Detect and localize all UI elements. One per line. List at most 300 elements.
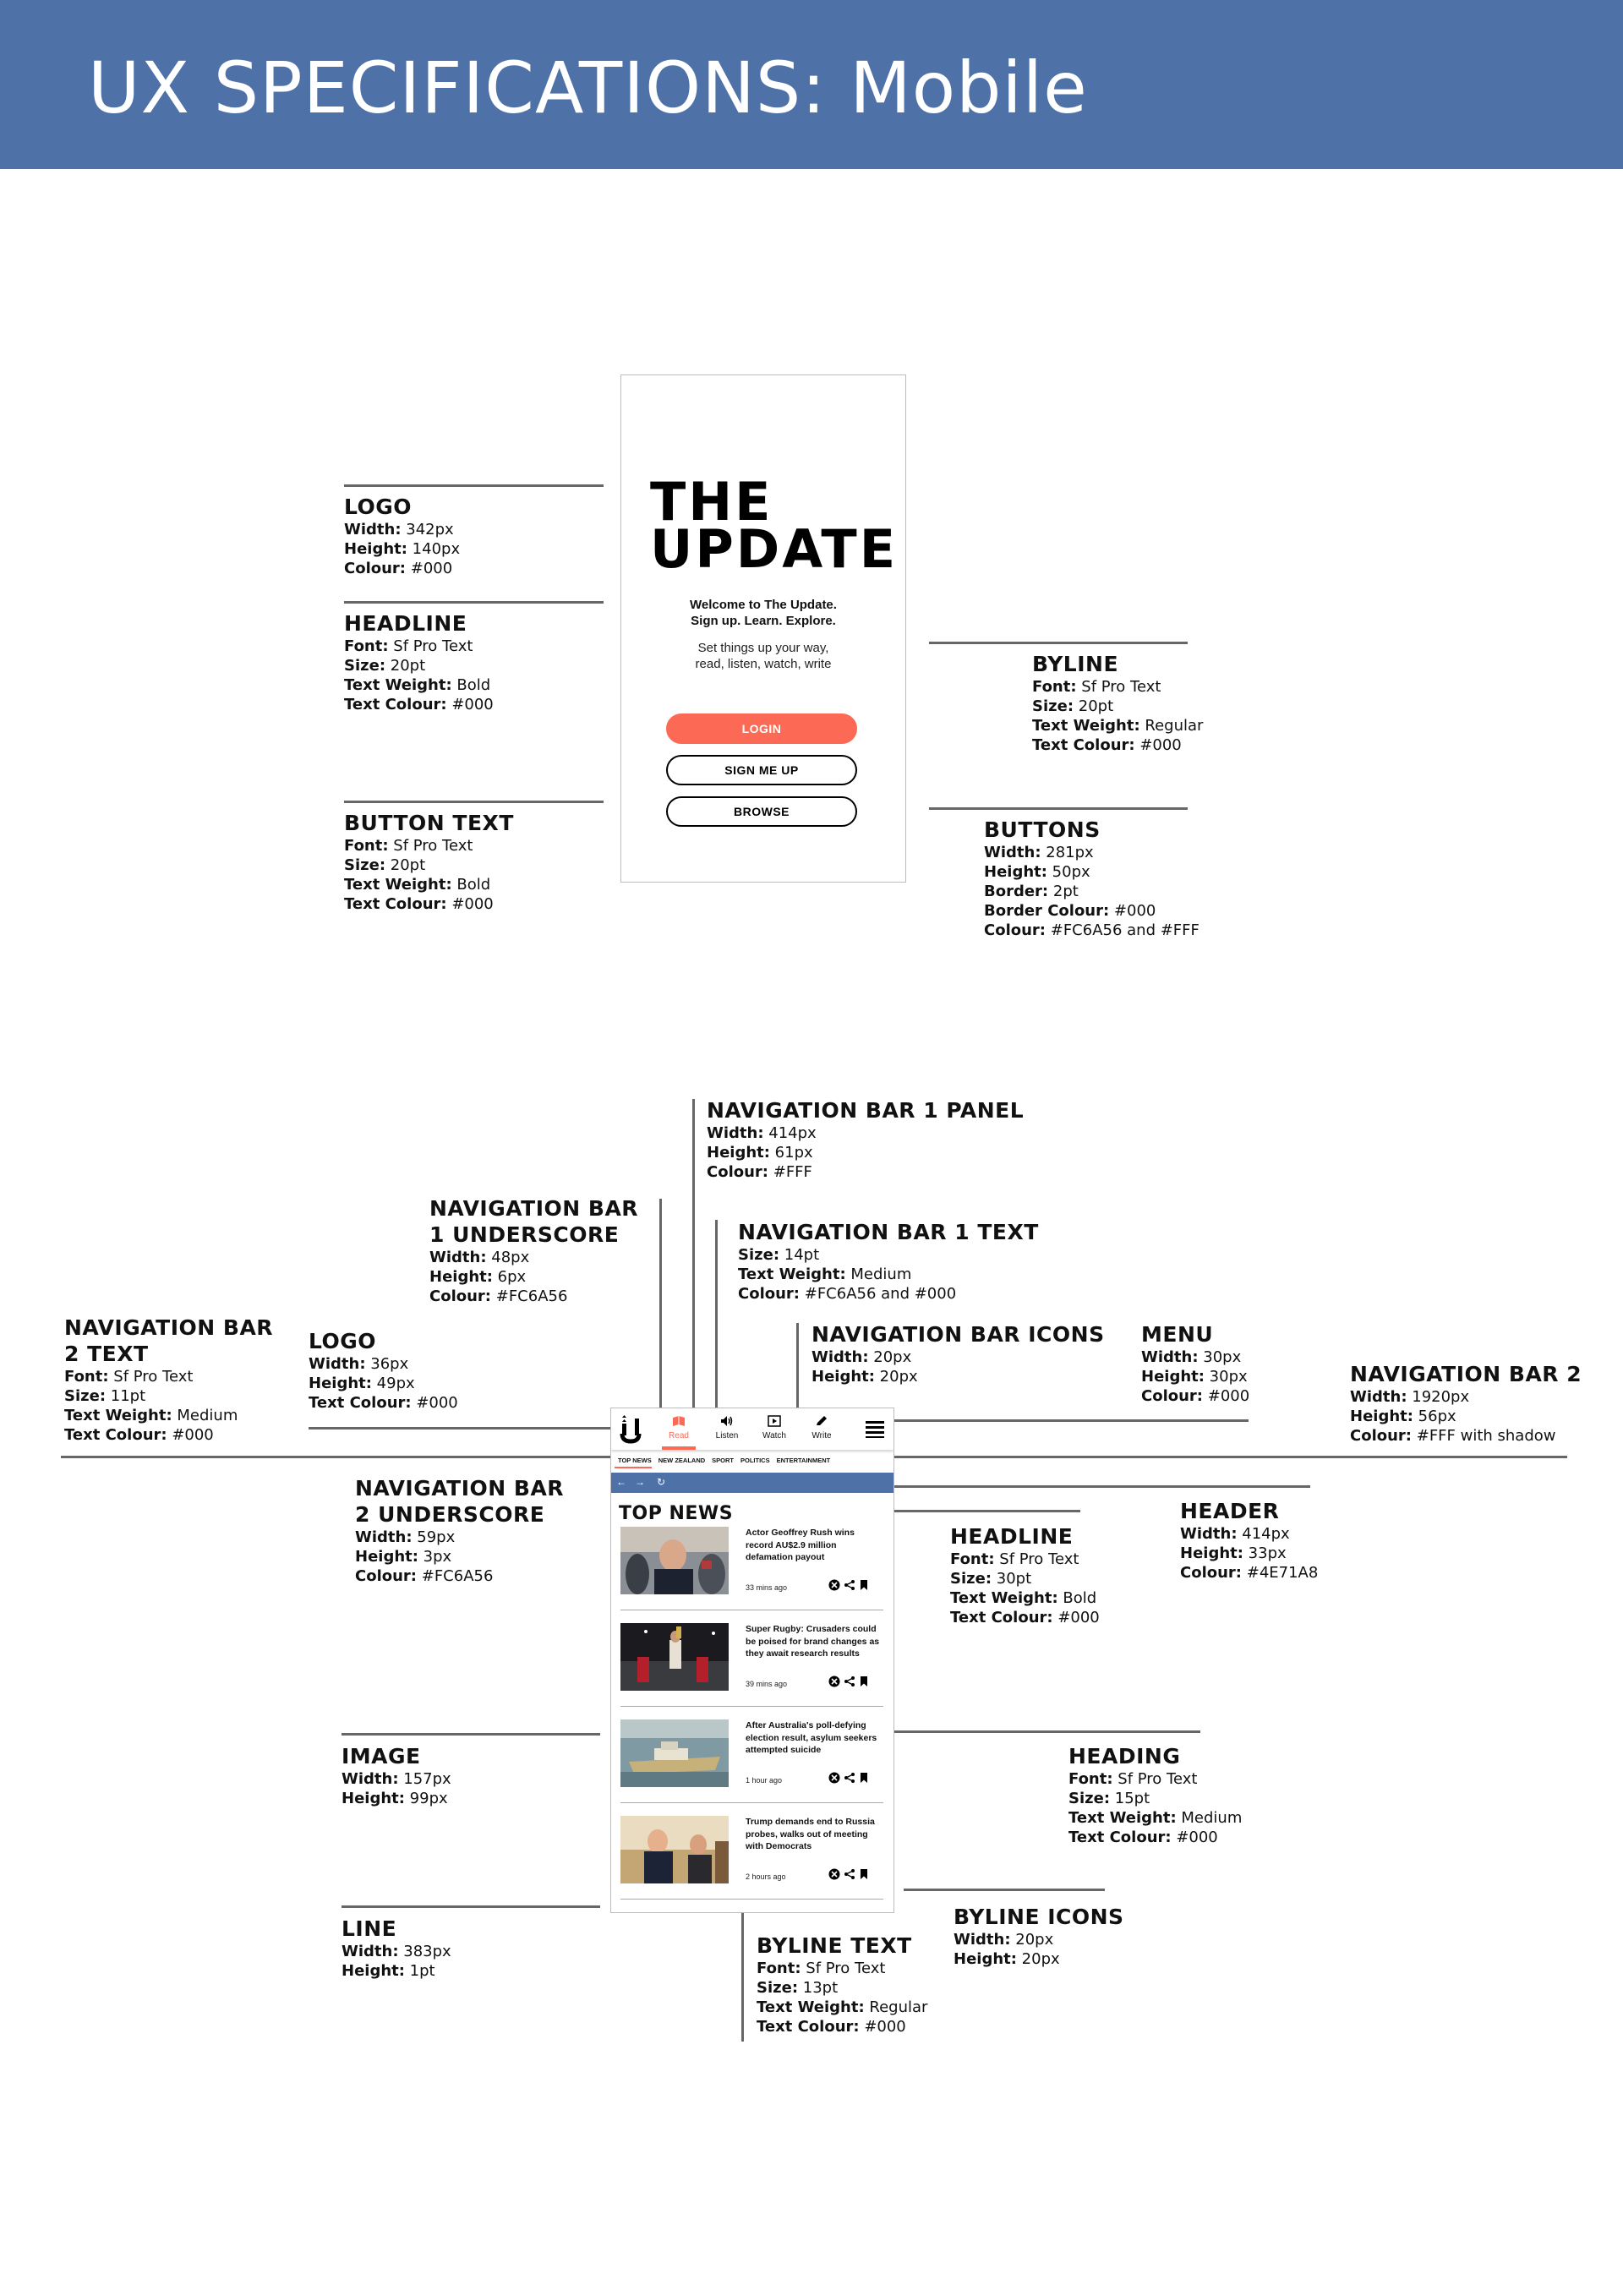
- annotation-row-value: 50px: [1046, 863, 1090, 881]
- leader-line: [344, 484, 604, 487]
- annotation-row-label: Width:: [812, 1348, 869, 1366]
- annotation-row: [1068, 1769, 1242, 1789]
- welcome-byline: [621, 640, 905, 672]
- annotation-row-label: Size:: [1032, 697, 1074, 715]
- annotation-row: [309, 1393, 458, 1413]
- annotation-row: [1180, 1544, 1318, 1563]
- bookmark-icon[interactable]: [859, 1772, 869, 1784]
- sign-up-button[interactable]: SIGN ME UP: [666, 755, 857, 785]
- annotation-line: [342, 1916, 451, 1981]
- headline-line-1: Welcome to The Update.: [690, 598, 837, 612]
- annotation-row-label: Text Weight:: [1068, 1809, 1177, 1827]
- annotation-row: [344, 675, 494, 695]
- annotation-logo-small: [309, 1328, 458, 1413]
- annotation-row: [1350, 1407, 1582, 1426]
- annotation-row-value: 11pt: [106, 1387, 146, 1405]
- annotation-row-value: #FFF: [768, 1163, 812, 1181]
- leader-line: [929, 642, 1188, 644]
- annotation-row: [344, 836, 514, 856]
- play-icon: [751, 1412, 797, 1430]
- annotation-title: NAVIGATION BAR 1 TEXT: [738, 1220, 1039, 1244]
- annotation-row-label: Height:: [344, 540, 407, 558]
- story-headline[interactable]: Super Rugby: Crusaders could be poised for brand changes as they await research results: [746, 1624, 880, 1659]
- annotation-nav-bar-2: [1350, 1361, 1582, 1446]
- annotation-title: HEADER: [1180, 1499, 1280, 1523]
- annotation-row-label: Colour:: [429, 1287, 492, 1305]
- annotation-row-label: Text Colour:: [757, 2018, 860, 2036]
- nav2-tab-top-news[interactable]: TOP NEWS: [618, 1457, 652, 1464]
- nav-item-listen[interactable]: [704, 1412, 750, 1442]
- annotation-row-value: 20px: [1016, 1950, 1060, 1968]
- annotation-row-label: Width:: [344, 521, 402, 538]
- annotation-row: [707, 1143, 1024, 1162]
- annotation-row: [1141, 1348, 1249, 1367]
- annotation-row-value: 33px: [1243, 1544, 1287, 1562]
- annotation-row-value: 157px: [398, 1770, 451, 1788]
- story-time: 39 mins ago: [746, 1680, 788, 1688]
- browse-button[interactable]: BROWSE: [666, 796, 857, 827]
- annotation-title: LOGO: [309, 1329, 377, 1353]
- annotation-row-value: 15pt: [1110, 1790, 1150, 1807]
- annotation-row-label: Text Colour:: [1032, 736, 1135, 754]
- annotation-row: [1180, 1524, 1318, 1544]
- annotation-row-label: Height:: [342, 1790, 405, 1807]
- headline-line-2: Sign up. Learn. Explore.: [691, 614, 836, 628]
- annotation-row-label: Text Weight:: [950, 1589, 1058, 1607]
- annotation-row-label: Width:: [954, 1931, 1011, 1949]
- annotation-row: [1068, 1808, 1242, 1828]
- nav2-tab-sport[interactable]: SPORT: [712, 1457, 734, 1464]
- annotation-nav-bar-1-text: [738, 1219, 1039, 1304]
- annotation-row-value: 414px: [1237, 1525, 1290, 1543]
- story-image: [620, 1623, 729, 1691]
- logo-line-2: UPDATE: [650, 518, 899, 580]
- annotation-button-text: [344, 810, 514, 914]
- annotation-row-value: #000: [411, 1394, 458, 1412]
- annotation-row: [984, 882, 1199, 901]
- annotation-row-label: Colour:: [707, 1163, 769, 1181]
- annotation-row: [812, 1348, 1105, 1367]
- annotation-row-value: #000: [1171, 1829, 1218, 1846]
- share-icon[interactable]: [844, 1868, 855, 1880]
- annotation-row: [64, 1367, 273, 1386]
- annotation-row-value: 20pt: [1074, 697, 1114, 715]
- annotation-row-label: Text Weight:: [344, 676, 452, 694]
- u-logo-icon[interactable]: [618, 1413, 643, 1444]
- leader-line: [929, 807, 1188, 810]
- annotation-row-value: 48px: [486, 1249, 530, 1266]
- annotation-row-label: Colour:: [1141, 1387, 1204, 1405]
- annotation-row-label: Height:: [309, 1375, 372, 1392]
- annotation-row-label: Height:: [429, 1268, 493, 1286]
- nav-item-label: Write: [812, 1431, 832, 1440]
- news-screen-mockup: [610, 1408, 894, 1913]
- share-icon[interactable]: [844, 1676, 855, 1687]
- annotation-row-value: 13pt: [798, 1979, 839, 1997]
- annotation-row-value: #FC6A56: [417, 1567, 494, 1585]
- annotation-row-value: #000: [1203, 1387, 1250, 1405]
- leader-line: [904, 1889, 1105, 1891]
- annotation-row: [429, 1267, 638, 1287]
- annotation-row: [344, 875, 514, 894]
- add-icon[interactable]: [828, 1579, 840, 1591]
- annotation-row-label: Height:: [812, 1368, 875, 1386]
- story-headline[interactable]: Actor Geoffrey Rush wins record AU$2.9 million defamation payout: [746, 1528, 855, 1562]
- nav-item-watch[interactable]: [751, 1412, 797, 1442]
- annotation-title: BUTTON TEXT: [344, 811, 514, 835]
- annotation-row-label: Colour:: [738, 1285, 801, 1303]
- nav2-tab-new-zealand[interactable]: NEW ZEALAND: [658, 1457, 706, 1464]
- annotation-row: [1068, 1789, 1242, 1808]
- annotation-row-value: Sf Pro Text: [108, 1368, 194, 1386]
- annotation-header: [1180, 1498, 1318, 1583]
- annotation-row: [342, 1942, 451, 1961]
- annotation-row: [738, 1245, 1039, 1265]
- annotation-row-value: #000: [1109, 902, 1156, 920]
- annotation-row-value: 2pt: [1048, 883, 1079, 900]
- annotation-row-label: Text Colour:: [344, 895, 447, 913]
- share-icon[interactable]: [844, 1579, 855, 1591]
- annotation-row: [64, 1406, 273, 1425]
- annotation-row: [757, 2017, 927, 2036]
- annotation-row-label: Size:: [738, 1246, 780, 1264]
- annotation-row-label: Font:: [344, 837, 389, 855]
- news-story[interactable]: [619, 1814, 885, 1911]
- annotation-row: [355, 1547, 564, 1566]
- annotation-nav-bar-1-panel: [707, 1097, 1024, 1182]
- add-icon[interactable]: [828, 1676, 840, 1687]
- menu-icon[interactable]: [865, 1419, 885, 1439]
- annotation-image: [342, 1743, 451, 1808]
- bookmark-icon[interactable]: [859, 1676, 869, 1687]
- annotation-row-value: #000: [406, 560, 453, 577]
- welcome-screen-mockup: [620, 374, 906, 883]
- annotation-row-value: 1pt: [404, 1962, 435, 1980]
- annotation-row-value: 49px: [371, 1375, 415, 1392]
- annotation-row-value: 30pt: [992, 1570, 1032, 1588]
- annotation-row-label: Font:: [757, 1960, 801, 1977]
- annotation-nav-bar-icons: [812, 1321, 1105, 1386]
- book-icon: [656, 1412, 702, 1430]
- divider-line: [620, 1802, 883, 1803]
- annotation-row-value: Sf Pro Text: [388, 637, 473, 655]
- story-time: 1 hour ago: [746, 1776, 783, 1785]
- annotation-row: [64, 1386, 273, 1406]
- annotation-row-value: Medium: [172, 1407, 238, 1424]
- story-image: [620, 1719, 729, 1787]
- annotation-row-value: 61px: [769, 1144, 813, 1162]
- annotation-row: [757, 1959, 927, 1978]
- leader-line: [309, 1427, 621, 1430]
- annotation-row: [1180, 1563, 1318, 1583]
- annotation-row-label: Text Weight:: [757, 1998, 865, 2016]
- annotation-row-label: Font:: [1068, 1770, 1113, 1788]
- annotation-buttons: [984, 817, 1199, 940]
- annotation-row-value: #000: [167, 1426, 214, 1444]
- annotation-row: [984, 921, 1199, 940]
- annotation-row-value: #000: [859, 2018, 906, 2036]
- navigation-bar-1: [611, 1408, 893, 1450]
- speaker-icon: [704, 1412, 750, 1430]
- annotation-row-label: Text Weight:: [738, 1266, 846, 1283]
- annotation-row-label: Font:: [950, 1550, 995, 1568]
- nav-item-label: Listen: [715, 1431, 739, 1440]
- annotation-row: [1350, 1387, 1582, 1407]
- annotation-row: [1141, 1386, 1249, 1406]
- divider-line: [620, 1706, 883, 1707]
- annotation-row-value: #000: [1134, 736, 1182, 754]
- annotation-row-label: Width:: [309, 1355, 366, 1373]
- annotation-headline: [344, 610, 494, 714]
- annotation-row-value: Bold: [451, 676, 491, 694]
- annotation-row-label: Width:: [342, 1943, 399, 1960]
- annotation-row: [757, 1978, 927, 1998]
- byline-icons: [828, 1868, 869, 1880]
- annotation-row-label: Text Colour:: [950, 1609, 1053, 1626]
- header-bar: [611, 1473, 893, 1493]
- annotation-row-value: Sf Pro Text: [801, 1960, 886, 1977]
- annotation-row: [950, 1588, 1100, 1608]
- leader-line: [868, 1730, 1200, 1733]
- annotation-row: [342, 1789, 451, 1808]
- annotation-row-value: Bold: [451, 876, 491, 894]
- annotation-row-value: #FC6A56 and #000: [800, 1285, 957, 1303]
- annotation-row-label: Height:: [707, 1144, 770, 1162]
- annotation-row-label: Width:: [984, 844, 1041, 861]
- annotation-row: [954, 1930, 1124, 1949]
- annotation-row-label: Size:: [344, 856, 386, 874]
- annotation-row: [984, 862, 1199, 882]
- annotation-row-label: Height:: [355, 1548, 418, 1566]
- annotation-row-label: Font:: [344, 637, 389, 655]
- annotation-row: [429, 1287, 638, 1306]
- annotation-row-value: #000: [1052, 1609, 1100, 1626]
- annotation-row: [950, 1569, 1100, 1588]
- annotation-row-label: Text Weight:: [1032, 717, 1140, 735]
- annotation-row-label: Text Colour:: [1068, 1829, 1172, 1846]
- annotation-title: BYLINE ICONS: [954, 1905, 1124, 1929]
- annotation-row-label: Width:: [1141, 1348, 1199, 1366]
- annotation-title: BUTTONS: [984, 817, 1101, 842]
- story-time: 2 hours ago: [746, 1872, 786, 1881]
- annotation-row-value: #000: [446, 696, 494, 713]
- annotation-row-value: 342px: [401, 521, 454, 538]
- annotation-row: [344, 856, 514, 875]
- annotation-row-value: 3px: [418, 1548, 452, 1566]
- annotation-title: LINE: [342, 1916, 397, 1941]
- annotation-title: NAVIGATION BAR 1 PANEL: [707, 1098, 1025, 1123]
- story-time: 33 mins ago: [746, 1583, 788, 1592]
- annotation-logo: [344, 494, 460, 578]
- annotation-nav-bar-1-underscore: [429, 1195, 638, 1306]
- leader-line: [344, 601, 604, 604]
- annotation-title: HEADLINE: [344, 611, 467, 636]
- title-banner: [0, 0, 1623, 169]
- annotation-row: [1032, 716, 1203, 735]
- annotation-row: [309, 1354, 458, 1374]
- annotation-row-label: Font:: [64, 1368, 109, 1386]
- annotation-row-value: Medium: [1176, 1809, 1243, 1827]
- forward-icon[interactable]: →: [635, 1476, 645, 1488]
- annotation-row: [738, 1284, 1039, 1304]
- byline-line-1: Set things up your way,: [697, 641, 829, 655]
- annotation-row-label: Width:: [355, 1528, 413, 1546]
- leader-line: [893, 1485, 1310, 1488]
- news-story[interactable]: [619, 1621, 885, 1718]
- annotation-row-label: Height:: [342, 1962, 405, 1980]
- annotation-row: [344, 894, 514, 914]
- annotation-row-label: Height:: [1141, 1368, 1205, 1386]
- annotation-row: [344, 695, 494, 714]
- annotation-row-label: Colour:: [1180, 1564, 1243, 1582]
- annotation-row-value: Regular: [864, 1998, 928, 2016]
- annotation-row: [429, 1248, 638, 1267]
- annotation-row: [1350, 1426, 1582, 1446]
- annotation-row-value: Regular: [1139, 717, 1204, 735]
- annotation-row: [344, 539, 460, 559]
- annotation-row-label: Colour:: [344, 560, 407, 577]
- annotation-row-value: 20pt: [385, 657, 426, 675]
- annotation-row: [344, 637, 494, 656]
- story-headline[interactable]: After Australia's poll-defying election result, asylum seekers attempted suicide: [746, 1720, 877, 1755]
- annotation-row-label: Colour:: [984, 921, 1046, 939]
- annotation-title: NAVIGATION BAR ICONS: [812, 1322, 1105, 1347]
- annotation-row-value: #000: [446, 895, 494, 913]
- nav-item-write[interactable]: [799, 1412, 844, 1442]
- annotation-row-label: Text Colour:: [64, 1426, 167, 1444]
- bookmark-icon[interactable]: [859, 1579, 869, 1591]
- refresh-icon[interactable]: ↻: [657, 1476, 666, 1488]
- add-icon[interactable]: [828, 1772, 840, 1784]
- annotation-row-label: Text Weight:: [64, 1407, 172, 1424]
- story-headline[interactable]: Trump demands end to Russia probes, walks out of meeting with Democrats: [746, 1817, 875, 1851]
- annotation-row: [1032, 677, 1203, 697]
- leader-line: [692, 1099, 695, 1416]
- leader-line: [889, 1419, 1249, 1422]
- annotation-row: [344, 656, 494, 675]
- annotation-row-label: Border Colour:: [984, 902, 1110, 920]
- annotation-byline-text: [757, 1932, 927, 2036]
- annotation-row-label: Height:: [984, 863, 1047, 881]
- annotation-headline-news: [950, 1523, 1100, 1627]
- annotation-row: [738, 1265, 1039, 1284]
- annotation-title: BYLINE: [1032, 652, 1119, 676]
- annotation-row-value: #FC6A56 and #FFF: [1046, 921, 1199, 939]
- annotation-byline-icons: [954, 1904, 1124, 1969]
- annotation-row-value: 30px: [1204, 1368, 1248, 1386]
- nav2-tab-entertainment[interactable]: ENTERTAINMENT: [776, 1457, 831, 1464]
- leader-line: [344, 801, 604, 803]
- annotation-row-label: Width:: [1350, 1388, 1407, 1406]
- annotation-row-label: Text Colour:: [309, 1394, 412, 1412]
- annotation-byline: [1032, 651, 1203, 755]
- annotation-row-label: Height:: [1350, 1408, 1413, 1425]
- welcome-headline: [621, 597, 905, 629]
- news-story[interactable]: [619, 1718, 885, 1814]
- leader-line: [342, 1733, 600, 1736]
- annotation-row: [344, 520, 460, 539]
- annotation-row: [707, 1162, 1024, 1182]
- nav2-tab-politics[interactable]: POLITICS: [740, 1457, 770, 1464]
- annotation-row-value: 99px: [404, 1790, 448, 1807]
- annotation-row-label: Width:: [1180, 1525, 1238, 1543]
- annotation-row: [342, 1961, 451, 1981]
- annotation-row-value: 414px: [763, 1124, 817, 1142]
- share-icon[interactable]: [844, 1772, 855, 1784]
- annotation-row-value: Medium: [845, 1266, 912, 1283]
- news-story[interactable]: [619, 1525, 885, 1621]
- annotation-row-value: Sf Pro Text: [1076, 678, 1161, 696]
- bookmark-icon[interactable]: [859, 1868, 869, 1880]
- annotation-row-label: Size:: [344, 657, 386, 675]
- divider-line: [620, 1899, 883, 1900]
- annotation-row-value: 20px: [1010, 1931, 1054, 1949]
- annotation-row-label: Size:: [1068, 1790, 1111, 1807]
- annotation-row: [355, 1566, 564, 1586]
- annotation-title: IMAGE: [342, 1744, 421, 1768]
- annotation-row-value: 30px: [1198, 1348, 1242, 1366]
- annotation-row: [355, 1528, 564, 1547]
- annotation-row-label: Size:: [64, 1387, 107, 1405]
- annotation-title: NAVIGATION BAR 1 UNDERSCORE: [429, 1196, 639, 1247]
- annotation-row-label: Width:: [342, 1770, 399, 1788]
- annotation-row-label: Height:: [1180, 1544, 1243, 1562]
- annotation-row: [984, 843, 1199, 862]
- annotation-row-label: Size:: [950, 1570, 992, 1588]
- annotation-row: [309, 1374, 458, 1393]
- story-image: [620, 1527, 729, 1594]
- annotation-row-label: Width:: [707, 1124, 764, 1142]
- annotation-row-value: 56px: [1413, 1408, 1456, 1425]
- annotation-row-value: #FFF with shadow: [1412, 1427, 1556, 1445]
- annotation-row-value: 383px: [398, 1943, 451, 1960]
- nav-bar-2-underscore: [615, 1467, 652, 1468]
- annotation-row-label: Colour:: [1350, 1427, 1413, 1445]
- annotation-row-label: Size:: [757, 1979, 799, 1997]
- logo-line-1: THE: [650, 471, 773, 533]
- annotation-row: [342, 1769, 451, 1789]
- pencil-icon: [799, 1412, 844, 1430]
- back-icon[interactable]: ←: [616, 1476, 626, 1488]
- annotation-row: [954, 1949, 1124, 1969]
- login-button[interactable]: LOGIN: [666, 713, 857, 744]
- annotation-row: [812, 1367, 1105, 1386]
- annotation-row-label: Border:: [984, 883, 1049, 900]
- annotation-row: [64, 1425, 273, 1445]
- byline-line-2: read, listen, watch, write: [695, 657, 832, 671]
- annotation-row-value: Bold: [1057, 1589, 1097, 1607]
- annotation-row-value: 14pt: [779, 1246, 820, 1264]
- nav-item-read[interactable]: [656, 1412, 702, 1442]
- annotation-title: HEADING: [1068, 1744, 1181, 1768]
- annotation-row-value: 281px: [1041, 844, 1094, 861]
- leader-line: [659, 1199, 662, 1431]
- annotation-row: [344, 559, 460, 578]
- nav-item-label: Watch: [762, 1431, 786, 1440]
- add-icon[interactable]: [828, 1868, 840, 1880]
- annotation-row-label: Text Weight:: [344, 876, 452, 894]
- annotation-title: NAVIGATION BAR 2: [1350, 1362, 1582, 1386]
- leader-line: [715, 1220, 718, 1435]
- annotation-title: HEADLINE: [950, 1524, 1074, 1549]
- annotation-row-value: #4E71A8: [1242, 1564, 1319, 1582]
- nav-item-label: Read: [669, 1431, 689, 1440]
- byline-icons: [828, 1676, 869, 1687]
- annotation-row: [757, 1998, 927, 2017]
- annotation-title: NAVIGATION BAR 2 TEXT: [64, 1315, 274, 1366]
- annotation-row-value: 140px: [407, 540, 461, 558]
- byline-icons: [828, 1772, 869, 1784]
